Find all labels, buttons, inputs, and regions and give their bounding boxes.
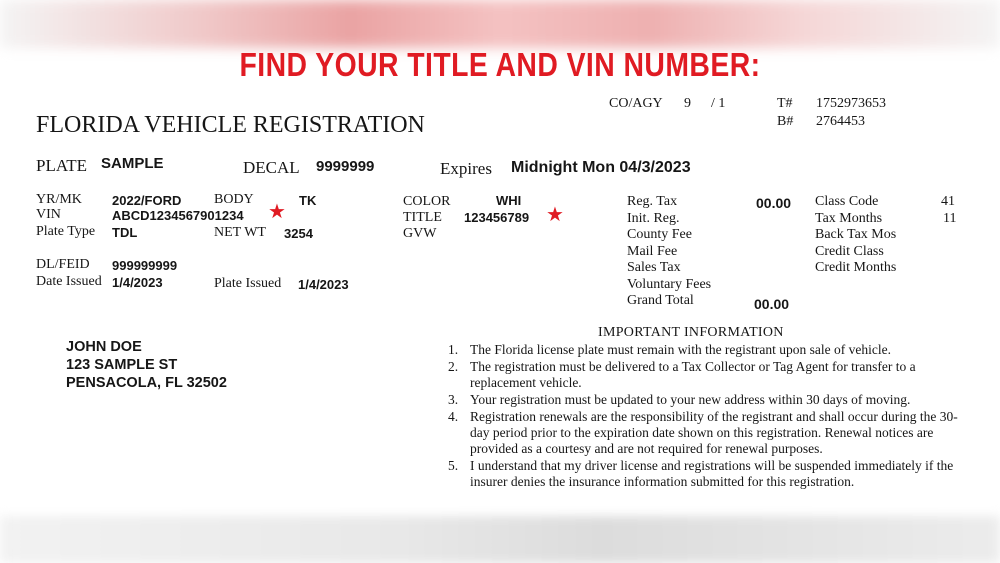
grand-total-value: 00.00 [754,296,790,312]
important-item-text: The registration must be delivered to a Tax Collector or Tag Agent for transfer to a replacement vehicle. [470,359,916,390]
yrmk-label: YR/MK [36,192,82,207]
owner-street: 123 SAMPLE ST [66,357,178,373]
reg-tax-value: 00.00 [756,195,792,211]
owner-name: JOHN DOE [66,339,142,355]
body-label: BODY [214,192,254,207]
owner-address [66,338,227,392]
title-value: 123456789 [464,210,530,225]
important-list [448,342,968,491]
important-item-number: 5. [448,458,459,473]
important-heading: IMPORTANT INFORMATION [598,325,784,340]
decal-label: DECAL [243,158,300,177]
color-label: COLOR [403,194,451,209]
mail-fee-label: Mail Fee [627,244,678,259]
decal-value: 9999999 [316,158,375,175]
date-issued-value: 1/4/2023 [112,275,163,290]
back-tax-label: Back Tax Mos [815,227,897,242]
color-value: WHI [496,193,522,208]
credit-class-label: Credit Class [815,244,884,259]
county-fee-label: County Fee [627,227,692,242]
plate-type-value: TDL [112,225,138,240]
gvw-label: GVW [403,226,437,241]
net-wt-value: 3254 [284,226,313,241]
date-issued-label: Date Issued [36,274,102,289]
important-item-1 [448,342,968,358]
dl-feid-value: 999999999 [112,258,178,273]
b-number-label: B# [777,114,794,129]
net-wt-label: NET WT [214,225,266,240]
important-item-4 [448,409,968,457]
owner-city: PENSACOLA, FL 32502 [66,375,227,391]
important-item-2 [448,359,968,391]
important-item-5 [448,458,968,490]
plate-issued-label: Plate Issued [214,276,282,291]
expires-label: Expires [440,159,492,178]
credit-months-label: Credit Months [815,260,897,275]
blurred-background-bottom [0,516,1000,563]
class-code-value: 41 [941,194,955,209]
blurred-background-top [0,0,1000,48]
document-title: FLORIDA VEHICLE REGISTRATION [36,112,425,138]
coagy-value1: 9 [684,96,691,111]
important-item-text: Registration renewals are the responsibility of the registrant and shall occur during the 30-day period prior to the expiration date shown on this registration. Renewal notices are provided as a courtesy and are not required for renewal purposes. [470,409,958,456]
voluntary-fees-label: Voluntary Fees [627,277,712,292]
dl-feid-label: DL/FEID [36,257,90,272]
important-item-3 [448,392,968,408]
title-star-icon: ★ [546,204,564,226]
vin-star-icon: ★ [268,201,286,223]
coagy-label: CO/AGY [609,96,663,111]
headline: FIND YOUR TITLE AND VIN NUMBER: [239,46,761,83]
important-item-number: 2. [448,359,459,374]
class-code-label: Class Code [815,194,879,209]
important-item-text: I understand that my driver license and registrations will be suspended immediately if the insurer denies the insurance information submitted for this registration. [470,458,954,489]
important-item-number: 3. [448,392,459,407]
sales-tax-label: Sales Tax [627,260,681,275]
vin-value: ABCD1234567901234 [112,208,244,223]
tax-months-value: 11 [943,211,957,226]
coagy-value2: / 1 [711,96,726,111]
t-number-value: 1752973653 [816,96,886,111]
plate-label: PLATE [36,156,87,175]
t-number-label: T# [777,96,793,111]
reg-tax-label: Reg. Tax [627,194,678,209]
body-value: TK [299,193,317,208]
important-item-text: Your registration must be updated to your new address within 30 days of moving. [470,392,911,407]
plate-value: SAMPLE [101,155,164,172]
title-label: TITLE [403,210,442,225]
plate-type-label: Plate Type [36,224,96,239]
grand-total-label: Grand Total [627,293,694,308]
b-number-value: 2764453 [816,114,865,129]
plate-issued-value: 1/4/2023 [298,277,349,292]
vin-label: VIN [36,207,61,222]
yrmk-value: 2022/FORD [112,193,182,208]
important-item-text: The Florida license plate must remain with the registrant upon sale of vehicle. [470,342,891,357]
expires-value: Midnight Mon 04/3/2023 [511,159,691,176]
important-item-number: 4. [448,409,459,424]
tax-months-label: Tax Months [815,211,883,226]
important-item-number: 1. [448,342,459,357]
init-reg-label: Init. Reg. [627,211,680,226]
